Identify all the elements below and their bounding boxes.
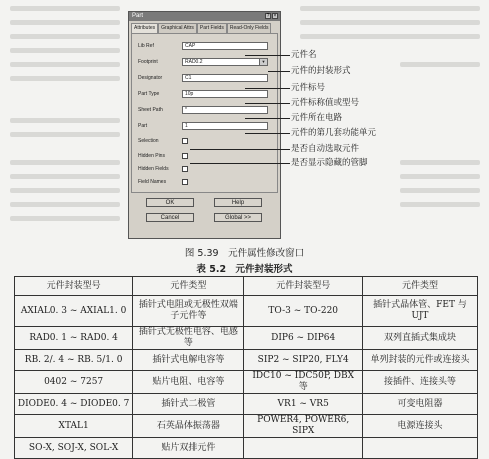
table-cell: XTAL1 xyxy=(15,415,133,438)
leader-line xyxy=(245,55,290,56)
table-cell: 贴片双排元件 xyxy=(133,438,244,459)
table-cell: RB. 2/. 4 ~ RB. 5/1. 0 xyxy=(15,350,133,371)
field-names-label: Field Names xyxy=(138,179,167,185)
part-label: Part xyxy=(138,123,148,129)
table-cell: POWER4, POWER6, SIPX xyxy=(244,415,362,438)
hidden-fields-checkbox[interactable] xyxy=(182,166,188,172)
selection-label: Selection xyxy=(138,138,159,144)
table-cell: 插针式电解电容等 xyxy=(133,350,244,371)
table-row xyxy=(15,327,478,350)
table-cell: 贴片电阻、电容等 xyxy=(133,371,244,394)
hidden-pins-label: Hidden Pins xyxy=(138,153,165,159)
designator-field[interactable]: C1 xyxy=(182,74,268,82)
callout-sheet-path: 元件所在电路 xyxy=(291,113,343,123)
leader-line xyxy=(190,149,290,150)
package-table xyxy=(14,276,478,459)
table-cell: 0402 ~ 7257 xyxy=(15,371,133,394)
global-button[interactable]: Global >> xyxy=(214,213,262,222)
table-header-cell: 元件封装型号 xyxy=(15,277,133,296)
leader-line xyxy=(245,133,290,134)
part-field[interactable]: 1 xyxy=(182,122,268,130)
callout-part-type: 元件标称值或型号 xyxy=(291,98,360,108)
callout-hidden-pins: 是否显示隐藏的管脚 xyxy=(291,158,368,168)
table-row xyxy=(15,415,478,438)
table-cell: SIP2 ~ SIP20, FLY4 xyxy=(244,350,362,371)
dialog-tabs xyxy=(131,23,278,33)
help-icon[interactable]: ? xyxy=(266,13,270,19)
leader-line xyxy=(245,103,290,104)
hidden-pins-checkbox[interactable] xyxy=(182,153,188,159)
table-cell: SO-X, SOJ-X, SOL-X xyxy=(15,438,133,459)
dialog-title: Part xyxy=(132,13,144,19)
table-header-cell: 元件类型 xyxy=(362,277,477,296)
footprint-value: RAD0.2 xyxy=(185,59,203,65)
table-caption: 表 5.2 元件封装形式 xyxy=(196,264,293,275)
callout-component-name: 元件名 xyxy=(291,50,317,60)
table-cell: AXIAL0. 3 ~ AXIAL1. 0 xyxy=(15,296,133,327)
tab-part-fields[interactable]: Part Fields xyxy=(197,23,227,33)
callout-selection: 是否自动选取元件 xyxy=(291,144,360,154)
table-row xyxy=(15,438,478,459)
table-cell xyxy=(362,438,477,459)
selection-checkbox[interactable] xyxy=(182,138,188,144)
table-row xyxy=(15,371,478,394)
cancel-button[interactable]: Cancel xyxy=(146,213,194,222)
table-cell: 接插件、连接头等 xyxy=(362,371,477,394)
table-cell: 插针式晶体管、FET 与 UJT xyxy=(362,296,477,327)
callout-part-unit: 元件的第几套功能单元 xyxy=(291,128,377,138)
table-cell: 可变电阻器 xyxy=(362,394,477,415)
designator-label: Designator xyxy=(138,75,163,81)
table-cell xyxy=(244,438,362,459)
footprint-label: Footprint xyxy=(138,59,158,65)
dialog-titlebar xyxy=(129,12,280,21)
tab-attributes[interactable]: Attributes xyxy=(131,23,158,33)
part-type-field[interactable]: 10p xyxy=(182,90,268,98)
table-row xyxy=(15,394,478,415)
table-cell: 单列封装的元件或连接头 xyxy=(362,350,477,371)
sheet-path-label: Sheet Path xyxy=(138,107,163,113)
table-cell: 插针式二极管 xyxy=(133,394,244,415)
leader-line xyxy=(245,118,290,119)
hidden-fields-label: Hidden Fields xyxy=(138,166,169,172)
table-cell: VR1 ~ VR5 xyxy=(244,394,362,415)
table-cell: IDC10 ~ IDC50P, DBX 等 xyxy=(244,371,362,394)
ok-button[interactable]: OK xyxy=(146,198,194,207)
table-cell: 插针式电阻或无极性双端子元件等 xyxy=(133,296,244,327)
help-button[interactable]: Help xyxy=(214,198,262,207)
table-header-row xyxy=(15,277,478,296)
callout-footprint: 元件的封装形式 xyxy=(291,66,351,76)
part-type-label: Part Type xyxy=(138,91,160,97)
callout-designator: 元件标号 xyxy=(291,83,326,93)
tab-graphical-attrs[interactable]: Graphical Attrs xyxy=(158,23,197,33)
sheet-path-field[interactable]: * xyxy=(182,106,268,114)
table-cell: 电源连接头 xyxy=(362,415,477,438)
leader-line xyxy=(245,88,290,89)
lib-ref-field[interactable]: CAP xyxy=(182,42,268,50)
leader-line xyxy=(268,71,290,72)
table-header-cell: 元件类型 xyxy=(133,277,244,296)
leader-line xyxy=(190,163,290,164)
table-cell: 石英晶体振荡器 xyxy=(133,415,244,438)
footprint-select[interactable] xyxy=(182,58,268,66)
table-cell: TO-3 ~ TO-220 xyxy=(244,296,362,327)
table-cell: DIP6 ~ DIP64 xyxy=(244,327,362,350)
table-header-cell: 元件封装型号 xyxy=(244,277,362,296)
table-cell: RAD0. 1 ~ RAD0. 4 xyxy=(15,327,133,350)
chevron-down-icon[interactable]: ▼ xyxy=(259,59,267,65)
table-row xyxy=(15,296,478,327)
field-names-checkbox[interactable] xyxy=(182,179,188,185)
table-row xyxy=(15,350,478,371)
close-icon[interactable]: × xyxy=(273,13,277,19)
tab-read-only-fields[interactable]: Read-Only Fields xyxy=(227,23,272,33)
figure-caption: 图 5.39 元件属性修改窗口 xyxy=(184,248,305,259)
table-cell: 双列直插式集成块 xyxy=(362,327,477,350)
part-dialog xyxy=(128,11,281,239)
attributes-panel xyxy=(131,33,278,193)
lib-ref-label: Lib Ref xyxy=(138,43,154,49)
table-cell: 插针式无极性电容、电感等 xyxy=(133,327,244,350)
table-cell: DIODE0. 4 ~ DIODE0. 7 xyxy=(15,394,133,415)
